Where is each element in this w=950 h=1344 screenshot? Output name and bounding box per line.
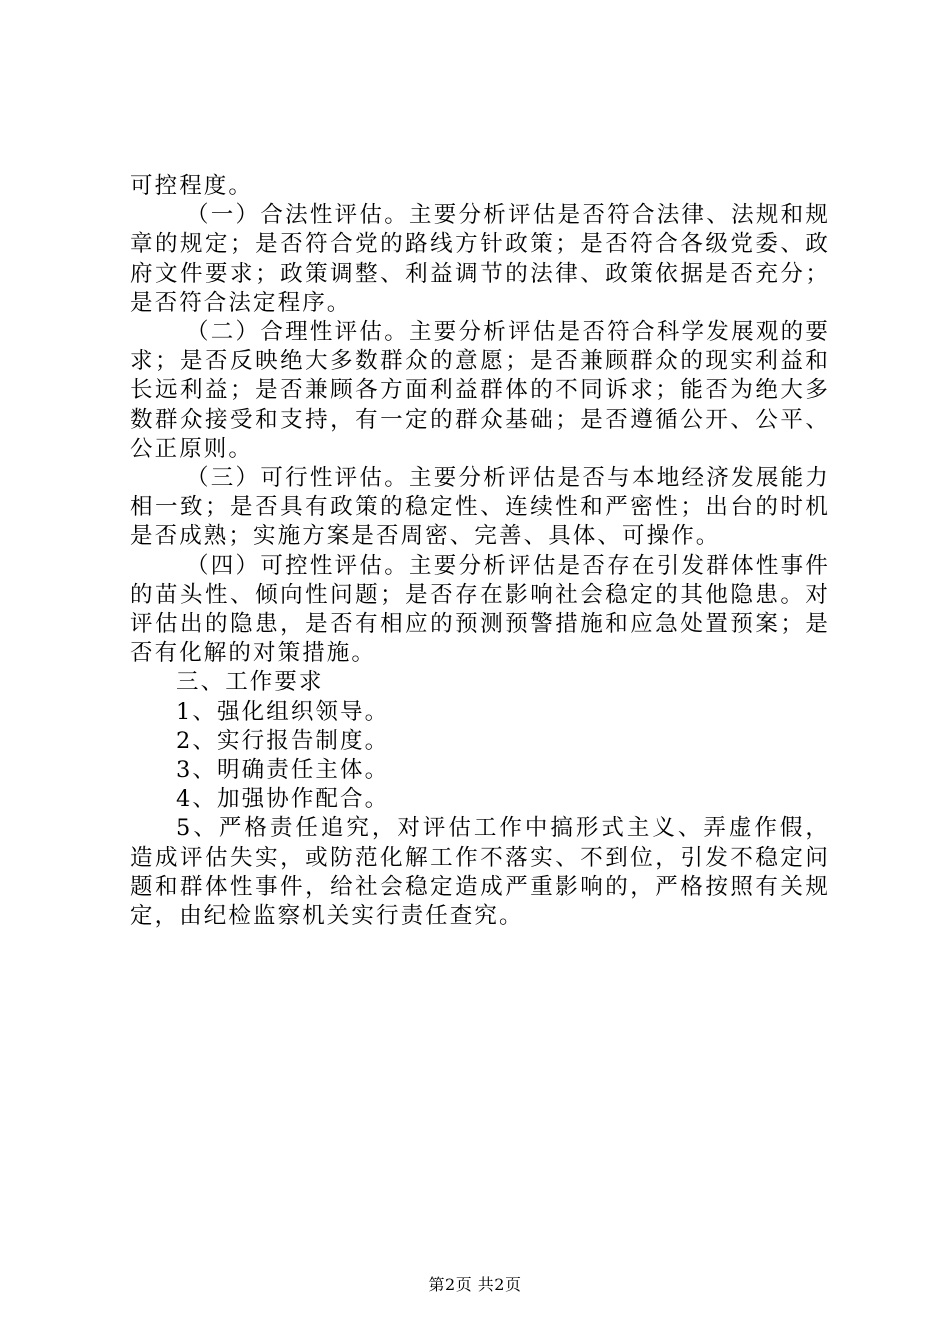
paragraph-rationality-assessment: （二）合理性评估。主要分析评估是否符合科学发展观的要求；是否反映绝大多数群众的意愿；是否兼顾群众的现实利益和长远利益；是否兼顾各方面利益群体的不同诉求；能否为绝大多数群众接受和支持，有一定的群众基础；是否遵循公开、公平、公正原则。 [130, 319, 830, 462]
list-item: 3、明确责任主体。 [176, 757, 390, 784]
paragraph-controllability-assessment: （四）可控性评估。主要分析评估是否存在引发群体性事件的苗头性、倾向性问题；是否存在影响社会稳定的其他隐患。对评估出的隐患，是否有相应的预测预警措施和应急处置预案；是否有化解的对策措施。 [130, 552, 830, 667]
list-item: 4、加强协作配合。 [176, 786, 390, 813]
list-item: 2、实行报告制度。 [176, 727, 390, 754]
paragraph-legality-assessment: （一）合法性评估。主要分析评估是否符合法律、法规和规章的规定；是否符合党的路线方针政策；是否符合各级党委、政府文件要求；政策调整、利益调节的法律、政策依据是否充分；是否符合法定程序。 [130, 202, 830, 316]
document-body [130, 172, 830, 931]
list-item: 1、强化组织领导。 [176, 698, 390, 725]
list-item-accountability: 5、严格责任追究，对评估工作中搞形式主义、弄虚作假，造成评估失实，或防范化解工作不落实、不到位，引发不稳定问题和群体性事件，给社会稳定造成严重影响的，严格按照有关规定，由纪检监察机关实行责任查究。 [130, 815, 830, 930]
paragraph-continuation: 可控程度。 [130, 173, 254, 199]
page-number: 第2页 共2页 [428, 1275, 522, 1294]
section-heading-work-requirements: 三、工作要求 [176, 669, 324, 696]
paragraph-feasibility-assessment: （三）可行性评估。主要分析评估是否与本地经济发展能力相一致；是否具有政策的稳定性、连续性和严密性；出台的时机是否成熟；实施方案是否周密、完善、具体、可操作。 [130, 465, 830, 550]
page-footer [0, 1272, 950, 1295]
